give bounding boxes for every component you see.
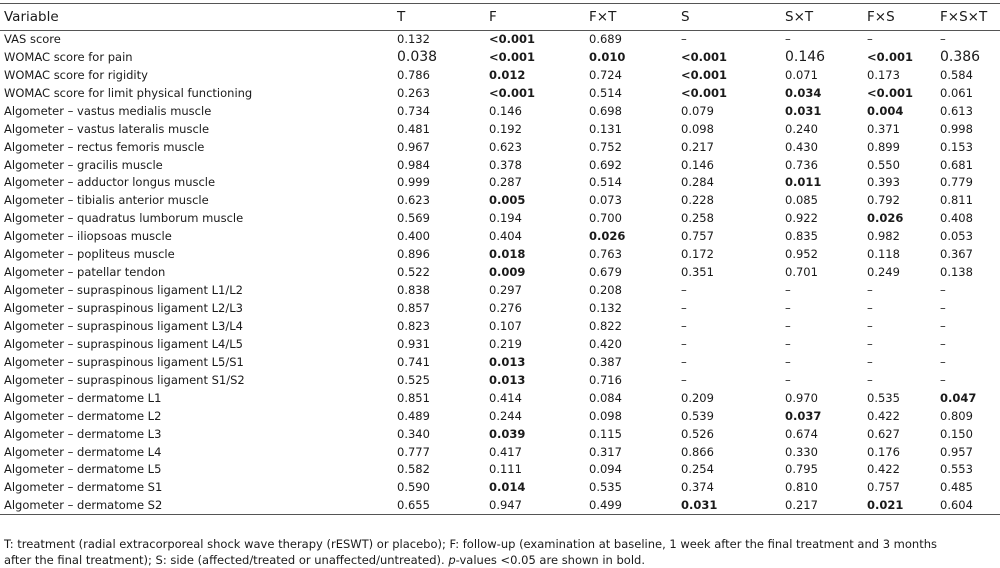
header-f: F [485,4,585,31]
cell-s-x-t: 0.736 [785,157,818,172]
cell-s-x-t: 0.034 [785,85,822,100]
cell-f: 0.287 [489,175,522,190]
row-variable-label: Algometer – iliopsoas muscle [4,229,172,244]
row-variable-label: Algometer – dermatome L2 [4,408,162,423]
cell-f-x-s: – [867,283,873,298]
table-row [0,120,1000,138]
cell-f-x-s: – [867,318,873,333]
table-row [0,407,1000,425]
cell-f: 0.012 [489,67,526,82]
cell-f-x-s: 0.422 [867,462,900,477]
cell-f: 0.005 [489,193,526,208]
cell-s-x-t: 0.085 [785,193,818,208]
cell-f: 0.018 [489,247,526,262]
header-f-x-t: F×T [585,4,677,31]
footnote-line-2b: -values <0.05 are shown in bold. [455,553,645,567]
cell-f-x-s-x-t: 0.153 [940,139,973,154]
cell-t: 0.525 [397,372,430,387]
cell-f: 0.013 [489,372,526,387]
cell-s: 0.757 [681,229,714,244]
cell-s-x-t: 0.795 [785,462,818,477]
cell-f-x-s: 0.899 [867,139,900,154]
footnote-p-italic: p [448,553,456,567]
table-row [0,48,1000,66]
cell-f-x-t: 0.698 [589,103,622,118]
cell-f: 0.623 [489,139,522,154]
cell-t: 0.857 [397,301,430,316]
row-variable-label: Algometer – supraspinous ligament L4/L5 [4,336,243,351]
cell-t: 0.522 [397,265,430,280]
cell-f-x-s: 0.004 [867,103,904,118]
cell-f: 0.947 [485,497,585,515]
table-row [0,461,1000,479]
cell-f: 0.297 [489,283,522,298]
cell-s-x-t: 0.217 [781,497,863,515]
cell-t: 0.590 [397,480,430,495]
cell-s: 0.526 [681,426,714,441]
cell-t: 0.400 [397,229,430,244]
header-s: S [677,4,781,31]
cell-s: 0.539 [681,408,714,423]
cell-t: 0.896 [397,247,430,262]
cell-s: 0.351 [681,265,714,280]
cell-s: 0.146 [681,157,714,172]
cell-s-x-t: 0.952 [785,247,818,262]
cell-s-x-t: 0.970 [785,390,818,405]
cell-s-x-t: – [785,301,791,316]
cell-s: 0.217 [681,139,714,154]
cell-f: <0.001 [489,85,536,100]
table-row [0,282,1000,300]
cell-s: 0.866 [681,444,714,459]
cell-s-x-t: – [785,318,791,333]
cell-f: 0.013 [489,354,526,369]
cell-f-x-s-x-t: 0.809 [940,408,973,423]
cell-f: 0.414 [489,390,522,405]
cell-f-x-s-x-t: – [940,283,946,298]
row-variable-label: Algometer – patellar tendon [4,265,166,280]
cell-s-x-t: 0.674 [785,426,818,441]
cell-f: 0.039 [489,426,526,441]
cell-f: 0.244 [489,408,522,423]
cell-f-x-t: 0.752 [589,139,622,154]
cell-f-x-t: 0.679 [589,265,622,280]
row-variable-label: WOMAC score for limit physical functioning [4,85,253,100]
table-row [0,353,1000,371]
cell-f-x-t: 0.535 [589,480,622,495]
cell-t: 0.623 [397,193,430,208]
cell-f-x-s: 0.173 [867,67,900,82]
cell-f-x-s: 0.371 [867,121,900,136]
table-row [0,102,1000,120]
cell-f-x-s: 0.982 [867,229,900,244]
cell-f-x-s-x-t: – [940,336,946,351]
row-variable-label: Algometer – adductor longus muscle [4,175,216,190]
cell-f-x-s-x-t: 0.150 [940,426,973,441]
table-row [0,138,1000,156]
cell-f: 0.417 [489,444,522,459]
cell-t: 0.569 [397,211,430,226]
cell-s-x-t: 0.071 [785,67,818,82]
cell-s-x-t: 0.701 [785,265,818,280]
cell-f-x-t: 0.098 [589,408,622,423]
cell-f-x-t: 0.420 [589,336,622,351]
cell-s: – [681,354,687,369]
row-variable-label: Algometer – gracilis muscle [4,157,163,172]
cell-s-x-t: 0.430 [785,139,818,154]
row-variable-label: Algometer – dermatome L4 [4,444,162,459]
cell-f: 0.107 [489,318,522,333]
row-variable-label: Algometer – supraspinous ligament L2/L3 [4,301,243,316]
cell-s: – [681,372,687,387]
cell-s: 0.228 [681,193,714,208]
cell-s-x-t: – [785,283,791,298]
cell-f-x-t: 0.084 [589,390,622,405]
table-row [0,443,1000,461]
cell-s: – [681,318,687,333]
cell-s: – [681,283,687,298]
row-variable-label: Algometer – supraspinous ligament S1/S2 [4,372,245,387]
table-body [0,31,1000,515]
row-variable-label: VAS score [4,32,61,47]
table-footnote [4,536,996,568]
row-variable-label: Algometer – supraspinous ligament L5/S1 [4,354,244,369]
cell-s-x-t: 0.037 [785,408,822,423]
row-variable-label: Algometer – supraspinous ligament L1/L2 [4,283,243,298]
cell-f-x-s: 0.535 [867,390,900,405]
cell-f: <0.001 [489,49,536,64]
table-row [0,300,1000,318]
cell-f-x-t: 0.763 [589,247,622,262]
cell-s-x-t: 0.810 [785,480,818,495]
row-variable-label: Algometer – quadratus lumborum muscle [4,211,244,226]
cell-s: 0.374 [681,480,714,495]
cell-s-x-t: 0.330 [785,444,818,459]
results-table-container [0,3,1000,515]
row-variable-label: WOMAC score for rigidity [4,67,148,82]
cell-f-x-s: <0.001 [867,49,914,64]
cell-f-x-s-x-t: 0.485 [940,480,973,495]
row-variable-label: Algometer – dermatome L1 [4,390,162,405]
table-row [0,318,1000,336]
cell-s-x-t: 0.011 [785,175,822,190]
cell-f-x-s-x-t: – [940,32,946,47]
cell-f-x-t: 0.822 [589,318,622,333]
cell-f-x-s: – [867,354,873,369]
cell-f-x-s: 0.176 [867,444,900,459]
header-t: T [393,4,485,31]
cell-f-x-t: 0.115 [589,426,622,441]
cell-f: 0.192 [489,121,522,136]
cell-f-x-t: 0.208 [589,283,622,298]
cell-f-x-s-x-t: 0.811 [940,193,973,208]
cell-f-x-s: 0.550 [867,157,900,172]
cell-f-x-s-x-t: 0.613 [940,103,973,118]
cell-f: <0.001 [489,32,536,47]
cell-s: 0.079 [681,103,714,118]
cell-t: 0.823 [397,318,430,333]
cell-f-x-s-x-t: – [940,354,946,369]
table-row [0,425,1000,443]
table-row [0,31,1000,49]
cell-f-x-s: – [867,372,873,387]
cell-f-x-t: 0.514 [589,85,622,100]
cell-f-x-s: 0.026 [867,211,904,226]
header-f-x-s-x-t: F×S×T [936,4,1000,31]
table-row [0,246,1000,264]
cell-f-x-t: 0.689 [589,32,622,47]
cell-f: 0.146 [489,103,522,118]
cell-s: 0.254 [681,462,714,477]
cell-f-x-t: 0.700 [589,211,622,226]
cell-f-x-s: 0.393 [867,175,900,190]
cell-s-x-t: 0.031 [785,103,822,118]
cell-f-x-s-x-t: 0.061 [940,85,973,100]
cell-t: 0.999 [397,175,430,190]
cell-t: 0.263 [397,85,430,100]
cell-s-x-t: – [785,354,791,369]
table-row [0,192,1000,210]
cell-f-x-s-x-t: – [940,301,946,316]
cell-s-x-t: 0.835 [785,229,818,244]
cell-f: 0.378 [489,157,522,172]
cell-t: 0.734 [397,103,430,118]
cell-f-x-t: 0.010 [589,49,626,64]
cell-f-x-s: – [867,336,873,351]
footnote-line-2a: after the final treatment); S: side (affected/treated or unaffected/untreated). [4,553,449,567]
cell-s: – [681,32,687,47]
table-row [0,264,1000,282]
row-variable-label: Algometer – supraspinous ligament L3/L4 [4,318,243,333]
cell-t: 0.132 [397,32,430,47]
cell-s: <0.001 [681,49,728,64]
cell-s: 0.031 [677,497,781,515]
cell-f-x-t: 0.026 [589,229,626,244]
table-row [0,156,1000,174]
cell-f-x-t: 0.132 [589,301,622,316]
cell-f-x-t: 0.692 [589,157,622,172]
cell-f-x-s-x-t: 0.553 [940,462,973,477]
row-variable-label: Algometer – dermatome S1 [4,480,163,495]
header-s-x-t: S×T [781,4,863,31]
cell-f-x-s-x-t: – [940,318,946,333]
cell-t: 0.582 [397,462,430,477]
cell-f-x-s-x-t: 0.053 [940,229,973,244]
row-variable-label: Algometer – vastus medialis muscle [4,103,212,118]
cell-f-x-t: 0.094 [589,462,622,477]
cell-t: 0.481 [397,121,430,136]
p-values-table [0,3,1000,515]
cell-f-x-s: 0.249 [867,265,900,280]
cell-s: <0.001 [681,85,728,100]
table-row [0,228,1000,246]
footnote-line-1: T: treatment (radial extracorporeal shock wave therapy (rESWT) or placebo); F: follow-up (examination at baseline, 1 week after the final treatment and 3 months [4,537,937,551]
cell-s: 0.098 [681,121,714,136]
cell-t: 0.655 [393,497,485,515]
table-row [0,497,1000,515]
cell-f-x-s-x-t: 0.386 [940,48,981,65]
cell-t: 0.777 [397,444,430,459]
cell-s-x-t: 0.146 [785,48,826,65]
cell-f-x-s: 0.627 [867,426,900,441]
cell-f-x-s-x-t: 0.047 [940,390,977,405]
cell-f-x-s-x-t: – [940,372,946,387]
row-variable-label: WOMAC score for pain [4,49,133,64]
cell-s-x-t: 0.922 [785,211,818,226]
row-variable-label: Algometer – vastus lateralis muscle [4,121,210,136]
cell-t: 0.038 [397,48,438,65]
cell-f-x-s: 0.422 [867,408,900,423]
cell-s: – [681,336,687,351]
cell-f-x-s-x-t: 0.408 [940,211,973,226]
cell-f: 0.014 [489,480,526,495]
table-header-row [0,4,1000,31]
row-variable-label: Algometer – tibialis anterior muscle [4,193,209,208]
cell-t: 0.741 [397,354,430,369]
cell-s: – [681,301,687,316]
cell-f-x-t: 0.514 [589,175,622,190]
cell-s-x-t: 0.240 [785,121,818,136]
cell-t: 0.851 [397,390,430,405]
cell-f-x-s: <0.001 [867,85,914,100]
cell-t: 0.838 [397,283,430,298]
cell-t: 0.967 [397,139,430,154]
table-row [0,66,1000,84]
cell-s: 0.258 [681,211,714,226]
cell-f-x-t: 0.724 [589,67,622,82]
cell-f-x-t: 0.387 [589,354,622,369]
cell-s: <0.001 [681,67,728,82]
cell-f-x-s: 0.757 [867,480,900,495]
cell-f: 0.194 [489,211,522,226]
cell-s-x-t: – [785,372,791,387]
cell-f-x-s-x-t: 0.604 [936,497,1000,515]
table-row [0,371,1000,389]
cell-f-x-s-x-t: 0.779 [940,175,973,190]
table-row [0,210,1000,228]
cell-s: 0.172 [681,247,714,262]
cell-f: 0.276 [489,301,522,316]
cell-t: 0.340 [397,426,430,441]
table-row [0,335,1000,353]
header-variable: Variable [0,4,393,31]
cell-s-x-t: – [785,336,791,351]
cell-f-x-s: – [867,32,873,47]
table-row [0,174,1000,192]
cell-f-x-s-x-t: 0.998 [940,121,973,136]
cell-f-x-s-x-t: 0.957 [940,444,973,459]
row-variable-label: Algometer – dermatome L3 [4,426,162,441]
table-row [0,389,1000,407]
cell-f-x-s-x-t: 0.681 [940,157,973,172]
row-variable-label: Algometer – rectus femoris muscle [4,139,205,154]
cell-s: 0.209 [681,390,714,405]
cell-t: 0.931 [397,336,430,351]
cell-f-x-t: 0.317 [589,444,622,459]
cell-t: 0.489 [397,408,430,423]
cell-f-x-s-x-t: 0.584 [940,67,973,82]
table-row [0,84,1000,102]
cell-f-x-s-x-t: 0.138 [940,265,973,280]
cell-f-x-s: 0.021 [863,497,936,515]
cell-t: 0.786 [397,67,430,82]
cell-f-x-t: 0.716 [589,372,622,387]
cell-f-x-s: – [867,301,873,316]
table-row [0,479,1000,497]
row-variable-label: Algometer – dermatome L5 [4,462,162,477]
header-f-x-s: F×S [863,4,936,31]
cell-f: 0.404 [489,229,522,244]
row-variable-label: Algometer – popliteus muscle [4,247,175,262]
cell-s: 0.284 [681,175,714,190]
cell-f-x-s: 0.118 [867,247,900,262]
cell-f-x-t: 0.131 [589,121,622,136]
cell-f-x-s-x-t: 0.367 [940,247,973,262]
cell-f: 0.219 [489,336,522,351]
cell-t: 0.984 [397,157,430,172]
cell-f-x-s: 0.792 [867,193,900,208]
cell-f: 0.009 [489,265,526,280]
cell-f-x-t: 0.073 [589,193,622,208]
cell-f-x-t: 0.499 [585,497,677,515]
cell-s-x-t: – [785,32,791,47]
cell-f: 0.111 [489,462,522,477]
row-variable-label: Algometer – dermatome S2 [0,497,393,515]
